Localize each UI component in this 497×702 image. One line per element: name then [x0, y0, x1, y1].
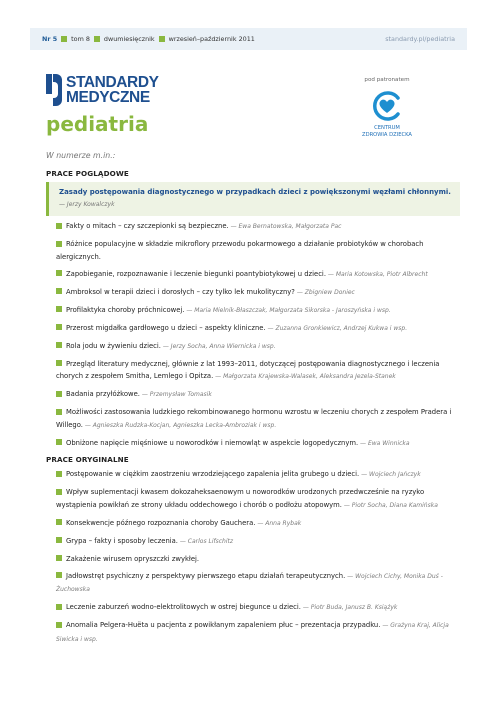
issue-number: Nr 5 [42, 35, 58, 43]
bullet-square-icon [159, 36, 165, 42]
article-title: Profilaktyka choroby próchnicowej. [66, 305, 185, 314]
list-item[interactable]: Anomalia Pelgera-Huëta u pacjenta z powikłanym zapaleniem płuc – prezentacja przypadku. — Grażyna Kraj, Alicja Siwicka i wsp. [56, 621, 449, 643]
bullet-square-icon [56, 360, 62, 366]
bullet-square-icon [56, 270, 62, 276]
journal-title: pediatria [46, 112, 149, 136]
list-item[interactable] [46, 553, 460, 566]
patronage-org [358, 125, 416, 138]
article-author: Przemysław Tomasik [149, 391, 212, 398]
bullet-square-icon [61, 36, 67, 42]
list-item[interactable]: Fakty o mitach – czy szczepionki są bezpieczne. — Ewa Bernatowska, Małgorzata Pac [46, 220, 460, 234]
list-item[interactable]: Badania przyłóżkowe. — Przemysław Tomasik [46, 388, 460, 402]
article-author: Zbigniew Doniec [304, 288, 355, 296]
list-item[interactable] [46, 238, 460, 263]
article-author: Wojciech Jańczyk [369, 471, 421, 478]
issue-header-bar [30, 28, 467, 50]
article-author: Jerzy Socha, Anna Wiernicka i wsp. [170, 342, 276, 350]
bullet-square-icon [56, 489, 62, 495]
article-author: Ewa Bernatowska, Małgorzata Pac [238, 223, 342, 230]
article-author: Carlos Lifschitz [187, 537, 234, 545]
list-item[interactable]: Przegląd literatury medycznej, głównie z lat 1993–2011, dotyczącej postępowania diagnostycznego i leczenia chorych z zespołem Smitha, Lemlego i Opitza. — Małgorzata Krajewska-Walasek, Aleksandra Jezela-Stanek [56, 359, 440, 380]
article-author: Agnieszka Rudzka-Kocjan, Agnieszka Lecka-Ambroziak i wsp. [92, 421, 277, 429]
logo-text [66, 75, 159, 105]
bullet-square-icon [56, 324, 62, 330]
bullet-square-icon [56, 471, 62, 477]
section-title-review: PRACE POGLĄDOWE [46, 169, 129, 178]
article-title: Obniżone napięcie mięśniowe u noworodków i niemowląt w aspekcie logopedycznym. [66, 438, 359, 447]
article-title: Różnice populacyjne w składzie mikroflory przewodu pokarmowego a działanie probiotyków w chorobach alergicznych. [56, 240, 424, 261]
volume: tom 8 [71, 35, 90, 43]
article-author: Piotr Buda, Janusz B. Książyk [310, 604, 398, 611]
list-item[interactable]: Jadłowstręt psychiczny z perspektywy pierwszego etapu działań terapeutycznych. — Wojciech Cichy, Monika Duś - Żuchowska [56, 571, 443, 593]
article-title: Rola jodu w żywieniu dzieci. [66, 341, 161, 350]
bullet-square-icon [56, 306, 62, 312]
list-item[interactable]: Leczenie zaburzeń wodno-elektrolitowych w ostrej biegunce u dzieci. — Piotr Buda, Janusz B. Książyk [46, 601, 460, 615]
article-title: Leczenie zaburzeń wodno-elektrolitowych w ostrej biegunce u dzieci. [66, 603, 301, 611]
frequency: dwumiesięcznik [103, 35, 155, 43]
org-line-1: CENTRUM [374, 125, 400, 131]
article-title: Grypa – fakty i sposoby leczenia. [66, 536, 178, 545]
bullet-square-icon [56, 519, 62, 525]
list-item[interactable]: Przerost migdałka gardłowego u dzieci – aspekty kliniczne. — Zuzanna Gronkiewicz, Andrzej Kukwa i wsp. [46, 322, 460, 336]
article-title: Fakty o mitach – czy szczepionki są bezpieczne. [66, 222, 229, 230]
logo-mark-icon [46, 74, 62, 106]
article-title: Przegląd literatury medycznej, głównie z lat 1993–2011, dotyczącej postępowania diagnostycznego i leczenia chorych z zespołem Smitha, Lemlego i Opitza. [56, 359, 440, 380]
list-item[interactable]: Rola jodu w żywieniu dzieci. — Jerzy Socha, Anna Wiernicka i wsp. [46, 340, 460, 354]
article-author: Ewa Winnicka [367, 439, 410, 447]
article-title: Wpływ suplementacji kwasem dokozaheksaenowym u noworodków urodzonych przedwcześnie na ryzyko wystąpienia powikłań ze strony układu oddechowego i chorób o podłożu atopowym. [56, 488, 425, 509]
list-item[interactable]: Zapobieganie, rozpoznawanie i leczenie biegunki poantybiotykowej u dzieci. — Maria Kotowska, Piotr Albrecht [46, 268, 460, 282]
heart-logo-icon [370, 89, 404, 123]
bullet-square-icon [56, 241, 62, 247]
featured-article-title: Zasady postępowania diagnostycznego w przypadkach dzieci z powiększonymi węzłami chłonnymi. [59, 188, 451, 196]
article-title: Konsekwencje późnego rozpoznania choroby Gauchera. [66, 518, 256, 527]
article-author: Małgorzata Krajewska-Walasek, Aleksandra Jezela-Stanek [223, 373, 396, 380]
featured-article-author: Jerzy Kowalczyk [66, 201, 115, 208]
org-line-2: ZDROWIA DZIECKA [362, 131, 412, 138]
bullet-square-icon [56, 223, 62, 229]
article-title: Jadłowstręt psychiczny z perspektywy pierwszego etapu działań terapeutycznych. [66, 571, 346, 580]
article-title: Możliwości zastosowania ludzkiego rekombinowanego hormonu wzrostu w leczeniu chorych z zespołem Pradera i Willego. [56, 408, 452, 429]
bullet-square-icon [56, 439, 62, 445]
featured-article[interactable]: Zasady postępowania diagnostycznego w przypadkach dzieci z powiększonymi węzłami chłonnymi.— Jerzy Kowalczyk [46, 182, 460, 216]
journal-logo [46, 74, 159, 106]
bullet-square-icon [56, 572, 62, 578]
list-item[interactable]: Postępowanie w ciężkim zaostrzeniu wrzodziejącego zapalenia jelita grubego u dzieci. — Wojciech Jańczyk [46, 468, 460, 482]
table-of-contents [46, 166, 460, 651]
article-title: Anomalia Pelgera-Huëta u pacjenta z powikłanym zapaleniem płuc – prezentacja przypadku. [66, 621, 381, 629]
list-item[interactable]: Wpływ suplementacji kwasem dokozaheksaenowym u noworodków urodzonych przedwcześnie na ryzyko wystąpienia powikłań ze strony układu oddechowego i chorób o podłożu atopowym. — Piotr Socha, Diana Kamińska [56, 488, 438, 509]
logo-line-1: STANDARDY [66, 74, 159, 91]
site-url-link[interactable]: standardy.pl/pediatria [385, 35, 455, 43]
intro-text: W numerze m.in.: [46, 151, 116, 160]
article-author: Grażyna Kraj, Alicja Siwicka i wsp. [56, 622, 449, 643]
bullet-square-icon [94, 36, 100, 42]
article-author: Piotr Socha, Diana Kamińska [351, 501, 438, 509]
issue-period: wrzesień–październik 2011 [168, 35, 255, 43]
article-title: Postępowanie w ciężkim zaostrzeniu wrzodziejącego zapalenia jelita grubego u dzieci. [66, 470, 360, 478]
patronage-label: pod patronatem [364, 77, 410, 83]
list-item[interactable]: Ambroksol w terapii dzieci i dorosłych – czy tylko lek mukolityczny? — Zbigniew Doniec [46, 286, 460, 300]
bullet-square-icon [56, 342, 62, 348]
article-title: Przerost migdałka gardłowego u dzieci – aspekty kliniczne. [66, 323, 266, 332]
list-item[interactable]: Profilaktyka choroby próchnicowej. — Maria Mielnik-Błaszczak, Małgorzata Sikorska - Jaroszyńska i wsp. [46, 304, 460, 318]
list-item[interactable]: Konsekwencje późnego rozpoznania choroby Gauchera. — Anna Rybak [46, 517, 460, 531]
article-author: Maria Mielnik-Błaszczak, Małgorzata Sikorska - Jaroszyńska i wsp. [194, 306, 391, 314]
logo-line-2: MEDYCZNE [66, 89, 150, 106]
patronage-block [358, 77, 416, 138]
original-article-list [46, 468, 460, 646]
article-title: Ambroksol w terapii dzieci i dorosłych – czy tylko lek mukolityczny? [66, 287, 295, 296]
issue-info [42, 35, 255, 43]
review-article-list [46, 220, 460, 450]
list-item[interactable]: Możliwości zastosowania ludzkiego rekombinowanego hormonu wzrostu w leczeniu chorych z zespołem Pradera i Willego. — Agnieszka Rudzka-Kocjan, Agnieszka Lecka-Ambroziak i wsp. [56, 408, 452, 429]
article-title: Zakażenie wirusem opryszczki zwykłej. [66, 554, 200, 563]
bullet-square-icon [56, 555, 62, 561]
article-author: Zuzanna Gronkiewicz, Andrzej Kukwa i wsp. [275, 324, 408, 332]
bullet-square-icon [56, 409, 62, 415]
article-title: Zapobieganie, rozpoznawanie i leczenie biegunki poantybiotykowej u dzieci. [66, 269, 326, 278]
bullet-square-icon [56, 288, 62, 294]
article-author: Anna Rybak [265, 519, 302, 527]
bullet-square-icon [56, 537, 62, 543]
section-title-original: PRACE ORYGINALNE [46, 455, 129, 464]
article-title: Badania przyłóżkowe. [66, 390, 140, 398]
bullet-square-icon [56, 391, 62, 397]
bullet-square-icon [56, 622, 62, 628]
list-item[interactable]: Obniżone napięcie mięśniowe u noworodków i niemowląt w aspekcie logopedycznym. — Ewa Winnicka [46, 437, 460, 451]
article-author: Maria Kotowska, Piotr Albrecht [335, 270, 428, 278]
list-item[interactable]: Grypa – fakty i sposoby leczenia. — Carlos Lifschitz [46, 535, 460, 549]
bullet-square-icon [56, 604, 62, 610]
article-author: Wojciech Cichy, Monika Duś - Żuchowska [56, 572, 443, 593]
